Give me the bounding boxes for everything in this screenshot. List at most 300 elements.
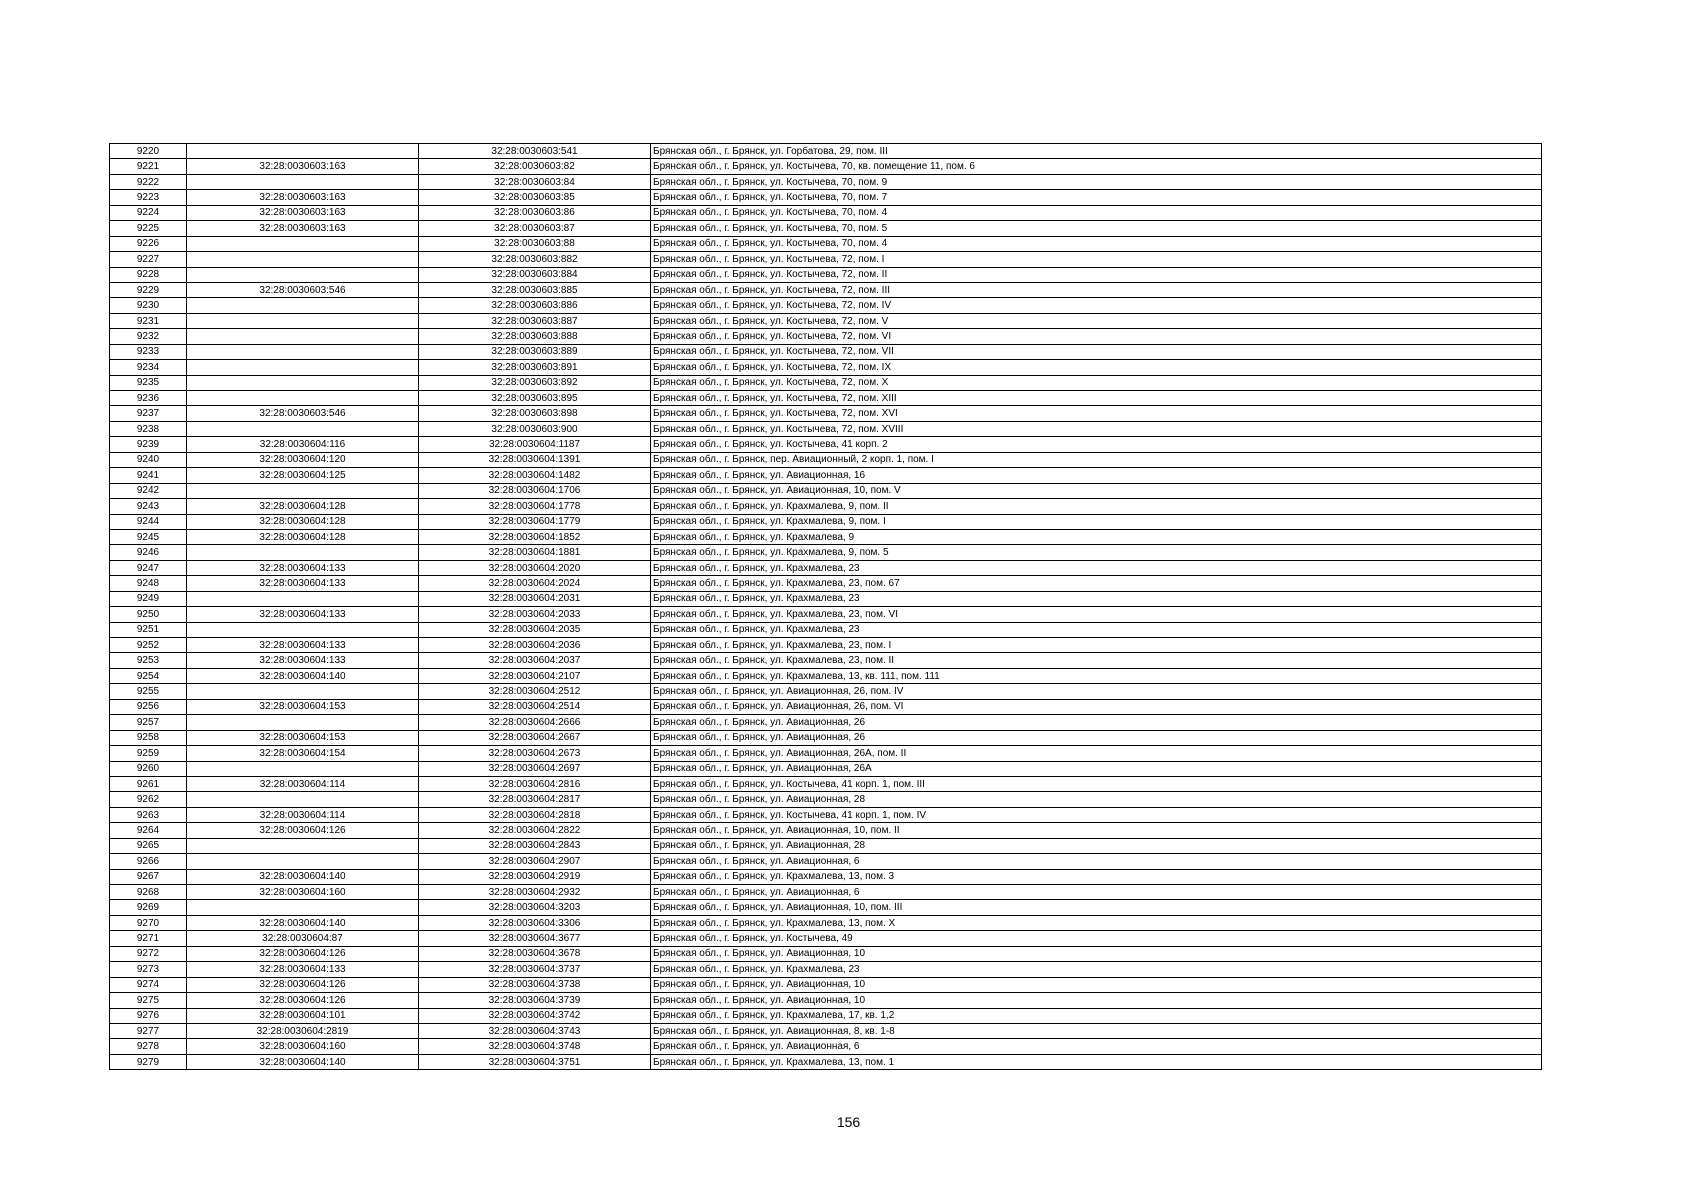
address-cell: Брянская обл., г. Брянск, ул. Костычева, 41 корп. 1, пом. IV: [651, 807, 1542, 822]
parent-cadastral-number-cell: [187, 236, 419, 251]
address-cell: Брянская обл., г. Брянск, ул. Крахмалева, 23, пом. I: [651, 638, 1542, 653]
address-cell: Брянская обл., г. Брянск, ул. Крахмалева, 9: [651, 529, 1542, 544]
cadastral-number-cell: 32:28:0030604:2919: [419, 869, 651, 884]
table-row: [110, 638, 1542, 653]
table-row: [110, 144, 1542, 159]
parent-cadastral-number-cell: 32:28:0030603:163: [187, 190, 419, 205]
parent-cadastral-number-cell: 32:28:0030604:128: [187, 529, 419, 544]
address-cell: Брянская обл., г. Брянск, ул. Костычева, 72, пом. IV: [651, 298, 1542, 313]
parent-cadastral-number-cell: 32:28:0030603:546: [187, 282, 419, 297]
table-row: [110, 221, 1542, 236]
table-row: [110, 900, 1542, 915]
parent-cadastral-number-cell: [187, 421, 419, 436]
parent-cadastral-number-cell: [187, 792, 419, 807]
address-cell: Брянская обл., г. Брянск, ул. Авиационная, 16: [651, 468, 1542, 483]
row-number-cell: 9254: [110, 668, 187, 683]
cadastral-number-cell: 32:28:0030603:889: [419, 344, 651, 359]
row-number-cell: 9276: [110, 1008, 187, 1023]
address-cell: Брянская обл., г. Брянск, ул. Авиационная, 26, пом. VI: [651, 699, 1542, 714]
row-number-cell: 9245: [110, 529, 187, 544]
cadastral-number-cell: 32:28:0030603:541: [419, 144, 651, 159]
row-number-cell: 9273: [110, 962, 187, 977]
address-cell: Брянская обл., г. Брянск, ул. Авиационная, 28: [651, 838, 1542, 853]
cadastral-number-cell: 32:28:0030604:1881: [419, 545, 651, 560]
address-cell: Брянская обл., г. Брянск, ул. Авиационная, 8, кв. 1-8: [651, 1023, 1542, 1038]
table-row: [110, 174, 1542, 189]
table-row: [110, 653, 1542, 668]
row-number-cell: 9246: [110, 545, 187, 560]
table-row: [110, 298, 1542, 313]
table-row: [110, 1039, 1542, 1054]
address-cell: Брянская обл., г. Брянск, ул. Крахмалева, 23, пом. VI: [651, 607, 1542, 622]
cadastral-number-cell: 32:28:0030603:882: [419, 252, 651, 267]
row-number-cell: 9263: [110, 807, 187, 822]
parent-cadastral-number-cell: [187, 838, 419, 853]
row-number-cell: 9269: [110, 900, 187, 915]
parent-cadastral-number-cell: [187, 391, 419, 406]
address-cell: Брянская обл., г. Брянск, ул. Авиационная, 26А, пом. II: [651, 746, 1542, 761]
cadastral-number-cell: 32:28:0030604:2822: [419, 823, 651, 838]
cadastral-number-cell: 32:28:0030604:1187: [419, 437, 651, 452]
parent-cadastral-number-cell: [187, 144, 419, 159]
cadastral-number-cell: 32:28:0030604:3306: [419, 915, 651, 930]
row-number-cell: 9247: [110, 560, 187, 575]
row-number-cell: 9252: [110, 638, 187, 653]
table-row: [110, 915, 1542, 930]
address-cell: Брянская обл., г. Брянск, ул. Авиационная, 10, пом. V: [651, 483, 1542, 498]
address-cell: Брянская обл., г. Брянск, ул. Костычева, 70, кв. помещение 11, пом. 6: [651, 159, 1542, 174]
parent-cadastral-number-cell: [187, 298, 419, 313]
address-cell: Брянская обл., г. Брянск, ул. Авиационная, 10, пом. III: [651, 900, 1542, 915]
cadastral-number-cell: 32:28:0030604:2037: [419, 653, 651, 668]
parent-cadastral-number-cell: 32:28:0030604:116: [187, 437, 419, 452]
parent-cadastral-number-cell: [187, 483, 419, 498]
cadastral-number-cell: 32:28:0030603:82: [419, 159, 651, 174]
row-number-cell: 9274: [110, 977, 187, 992]
table-row: [110, 946, 1542, 961]
table-row: [110, 375, 1542, 390]
address-cell: Брянская обл., г. Брянск, ул. Костычева, 72, пом. VI: [651, 329, 1542, 344]
table-row: [110, 529, 1542, 544]
cadastral-number-cell: 32:28:0030603:892: [419, 375, 651, 390]
row-number-cell: 9248: [110, 576, 187, 591]
address-cell: Брянская обл., г. Брянск, ул. Костычева, 72, пом. V: [651, 313, 1542, 328]
parent-cadastral-number-cell: 32:28:0030603:163: [187, 159, 419, 174]
row-number-cell: 9275: [110, 993, 187, 1008]
address-cell: Брянская обл., г. Брянск, ул. Костычева, 72, пом. XVIII: [651, 421, 1542, 436]
address-cell: Брянская обл., г. Брянск, ул. Костычева, 72, пом. XVI: [651, 406, 1542, 421]
cadastral-number-cell: 32:28:0030603:86: [419, 205, 651, 220]
parent-cadastral-number-cell: 32:28:0030604:125: [187, 468, 419, 483]
parent-cadastral-number-cell: 32:28:0030604:126: [187, 946, 419, 961]
table-row: [110, 560, 1542, 575]
cadastral-number-cell: 32:28:0030604:2697: [419, 761, 651, 776]
parent-cadastral-number-cell: 32:28:0030604:154: [187, 746, 419, 761]
cadastral-number-cell: 32:28:0030603:888: [419, 329, 651, 344]
table-row: [110, 746, 1542, 761]
table-row: [110, 1054, 1542, 1069]
parent-cadastral-number-cell: [187, 900, 419, 915]
parent-cadastral-number-cell: [187, 375, 419, 390]
parent-cadastral-number-cell: [187, 591, 419, 606]
table-row: [110, 159, 1542, 174]
cadastral-number-cell: 32:28:0030604:3742: [419, 1008, 651, 1023]
table-row: [110, 468, 1542, 483]
table-row: [110, 282, 1542, 297]
address-cell: Брянская обл., г. Брянск, ул. Костычева, 70, пом. 9: [651, 174, 1542, 189]
table-row: [110, 668, 1542, 683]
table-row: [110, 715, 1542, 730]
row-number-cell: 9230: [110, 298, 187, 313]
cadastral-number-cell: 32:28:0030603:898: [419, 406, 651, 421]
address-cell: Брянская обл., г. Брянск, ул. Авиационная, 26А: [651, 761, 1542, 776]
parent-cadastral-number-cell: 32:28:0030604:128: [187, 514, 419, 529]
table-row: [110, 823, 1542, 838]
parent-cadastral-number-cell: 32:28:0030604:133: [187, 607, 419, 622]
table-row: [110, 792, 1542, 807]
table-row: [110, 545, 1542, 560]
cadastral-number-cell: 32:28:0030604:3751: [419, 1054, 651, 1069]
table-row: [110, 869, 1542, 884]
row-number-cell: 9231: [110, 313, 187, 328]
address-cell: Брянская обл., г. Брянск, ул. Авиационная, 26: [651, 715, 1542, 730]
parent-cadastral-number-cell: 32:28:0030604:133: [187, 962, 419, 977]
table-row: [110, 267, 1542, 282]
table-row: [110, 699, 1542, 714]
table-row: [110, 931, 1542, 946]
row-number-cell: 9221: [110, 159, 187, 174]
parent-cadastral-number-cell: 32:28:0030603:546: [187, 406, 419, 421]
address-cell: Брянская обл., г. Брянск, ул. Костычева, 70, пом. 5: [651, 221, 1542, 236]
row-number-cell: 9277: [110, 1023, 187, 1038]
address-cell: Брянская обл., г. Брянск, ул. Крахмалева, 9, пом. II: [651, 499, 1542, 514]
table-row: [110, 761, 1542, 776]
cadastral-number-cell: 32:28:0030604:3743: [419, 1023, 651, 1038]
address-cell: Брянская обл., г. Брянск, ул. Авиационная, 10, пом. II: [651, 823, 1542, 838]
address-cell: Брянская обл., г. Брянск, ул. Крахмалева, 23: [651, 560, 1542, 575]
table-row: [110, 252, 1542, 267]
row-number-cell: 9244: [110, 514, 187, 529]
row-number-cell: 9233: [110, 344, 187, 359]
row-number-cell: 9229: [110, 282, 187, 297]
table-row: [110, 607, 1542, 622]
address-cell: Брянская обл., г. Брянск, ул. Костычева, 70, пом. 4: [651, 205, 1542, 220]
table-row: [110, 514, 1542, 529]
parent-cadastral-number-cell: [187, 715, 419, 730]
table-row: [110, 885, 1542, 900]
table-row: [110, 776, 1542, 791]
parent-cadastral-number-cell: [187, 761, 419, 776]
table-row: [110, 1008, 1542, 1023]
table-row: [110, 854, 1542, 869]
row-number-cell: 9256: [110, 699, 187, 714]
parent-cadastral-number-cell: 32:28:0030603:163: [187, 221, 419, 236]
address-cell: Брянская обл., г. Брянск, ул. Крахмалева, 23: [651, 622, 1542, 637]
parent-cadastral-number-cell: 32:28:0030604:140: [187, 668, 419, 683]
cadastral-number-cell: 32:28:0030603:84: [419, 174, 651, 189]
parent-cadastral-number-cell: 32:28:0030604:126: [187, 993, 419, 1008]
row-number-cell: 9234: [110, 360, 187, 375]
parent-cadastral-number-cell: 32:28:0030604:114: [187, 807, 419, 822]
page-number: 156: [836, 1114, 861, 1130]
row-number-cell: 9271: [110, 931, 187, 946]
table-row: [110, 684, 1542, 699]
table-row: [110, 205, 1542, 220]
parent-cadastral-number-cell: [187, 622, 419, 637]
address-cell: Брянская обл., г. Брянск, ул. Горбатова, 29, пом. III: [651, 144, 1542, 159]
table-row: [110, 483, 1542, 498]
cadastral-number-cell: 32:28:0030604:3738: [419, 977, 651, 992]
cadastral-number-cell: 32:28:0030604:2932: [419, 885, 651, 900]
cadastral-number-cell: 32:28:0030604:3677: [419, 931, 651, 946]
cadastral-number-cell: 32:28:0030604:2673: [419, 746, 651, 761]
row-number-cell: 9232: [110, 329, 187, 344]
cadastral-number-cell: 32:28:0030603:900: [419, 421, 651, 436]
cadastral-number-cell: 32:28:0030604:2907: [419, 854, 651, 869]
row-number-cell: 9272: [110, 946, 187, 961]
row-number-cell: 9241: [110, 468, 187, 483]
table-row: [110, 730, 1542, 745]
parent-cadastral-number-cell: [187, 684, 419, 699]
parent-cadastral-number-cell: 32:28:0030603:163: [187, 205, 419, 220]
cadastral-number-cell: 32:28:0030603:895: [419, 391, 651, 406]
cadastral-number-cell: 32:28:0030603:891: [419, 360, 651, 375]
cadastral-number-cell: 32:28:0030604:3203: [419, 900, 651, 915]
cadastral-number-cell: 32:28:0030603:88: [419, 236, 651, 251]
cadastral-number-cell: 32:28:0030604:1706: [419, 483, 651, 498]
parent-cadastral-number-cell: 32:28:0030604:128: [187, 499, 419, 514]
cadastral-number-cell: 32:28:0030604:2031: [419, 591, 651, 606]
parent-cadastral-number-cell: 32:28:0030604:133: [187, 653, 419, 668]
address-cell: Брянская обл., г. Брянск, ул. Костычева, 49: [651, 931, 1542, 946]
cadastral-number-cell: 32:28:0030604:3748: [419, 1039, 651, 1054]
row-number-cell: 9261: [110, 776, 187, 791]
row-number-cell: 9227: [110, 252, 187, 267]
table-row: [110, 236, 1542, 251]
address-cell: Брянская обл., г. Брянск, ул. Крахмалева, 13, пом. 1: [651, 1054, 1542, 1069]
parent-cadastral-number-cell: 32:28:0030604:126: [187, 823, 419, 838]
cadastral-number-cell: 32:28:0030604:2816: [419, 776, 651, 791]
address-cell: Брянская обл., г. Брянск, ул. Авиационная, 26, пом. IV: [651, 684, 1542, 699]
row-number-cell: 9222: [110, 174, 187, 189]
row-number-cell: 9260: [110, 761, 187, 776]
cadastral-number-cell: 32:28:0030604:2036: [419, 638, 651, 653]
table-row: [110, 313, 1542, 328]
cadastral-number-cell: 32:28:0030604:2514: [419, 699, 651, 714]
address-cell: Брянская обл., г. Брянск, ул. Крахмалева, 23, пом. 67: [651, 576, 1542, 591]
table-row: [110, 962, 1542, 977]
row-number-cell: 9242: [110, 483, 187, 498]
property-registry-table: [109, 143, 1542, 1070]
row-number-cell: 9223: [110, 190, 187, 205]
cadastral-number-cell: 32:28:0030603:87: [419, 221, 651, 236]
cadastral-number-cell: 32:28:0030603:886: [419, 298, 651, 313]
row-number-cell: 9226: [110, 236, 187, 251]
row-number-cell: 9240: [110, 452, 187, 467]
address-cell: Брянская обл., г. Брянск, ул. Крахмалева, 23, пом. II: [651, 653, 1542, 668]
row-number-cell: 9237: [110, 406, 187, 421]
table-row: [110, 360, 1542, 375]
parent-cadastral-number-cell: 32:28:0030604:140: [187, 915, 419, 930]
cadastral-number-cell: 32:28:0030604:2024: [419, 576, 651, 591]
address-cell: Брянская обл., г. Брянск, ул. Костычева, 72, пом. XIII: [651, 391, 1542, 406]
row-number-cell: 9270: [110, 915, 187, 930]
parent-cadastral-number-cell: 32:28:0030604:140: [187, 869, 419, 884]
cadastral-number-cell: 32:28:0030604:3739: [419, 993, 651, 1008]
row-number-cell: 9268: [110, 885, 187, 900]
table-row: [110, 622, 1542, 637]
table-row: [110, 1023, 1542, 1038]
parent-cadastral-number-cell: 32:28:0030604:140: [187, 1054, 419, 1069]
row-number-cell: 9255: [110, 684, 187, 699]
table-row: [110, 406, 1542, 421]
parent-cadastral-number-cell: [187, 267, 419, 282]
row-number-cell: 9264: [110, 823, 187, 838]
parent-cadastral-number-cell: [187, 344, 419, 359]
cadastral-number-cell: 32:28:0030604:2818: [419, 807, 651, 822]
cadastral-number-cell: 32:28:0030604:1779: [419, 514, 651, 529]
address-cell: Брянская обл., г. Брянск, ул. Авиационная, 6: [651, 854, 1542, 869]
cadastral-number-cell: 32:28:0030603:885: [419, 282, 651, 297]
cadastral-number-cell: 32:28:0030604:2666: [419, 715, 651, 730]
address-cell: Брянская обл., г. Брянск, ул. Авиационная, 10: [651, 977, 1542, 992]
cadastral-number-cell: 32:28:0030604:3737: [419, 962, 651, 977]
cadastral-number-cell: 32:28:0030603:884: [419, 267, 651, 282]
row-number-cell: 9266: [110, 854, 187, 869]
address-cell: Брянская обл., г. Брянск, ул. Авиационная, 10: [651, 993, 1542, 1008]
row-number-cell: 9249: [110, 591, 187, 606]
parent-cadastral-number-cell: 32:28:0030604:160: [187, 1039, 419, 1054]
row-number-cell: 9250: [110, 607, 187, 622]
address-cell: Брянская обл., г. Брянск, ул. Крахмалева, 13, пом. 3: [651, 869, 1542, 884]
parent-cadastral-number-cell: 32:28:0030604:87: [187, 931, 419, 946]
row-number-cell: 9243: [110, 499, 187, 514]
address-cell: Брянская обл., г. Брянск, ул. Авиационная, 10: [651, 946, 1542, 961]
parent-cadastral-number-cell: [187, 545, 419, 560]
table-row: [110, 977, 1542, 992]
row-number-cell: 9228: [110, 267, 187, 282]
row-number-cell: 9279: [110, 1054, 187, 1069]
cadastral-number-cell: 32:28:0030604:2817: [419, 792, 651, 807]
table-row: [110, 591, 1542, 606]
address-cell: Брянская обл., г. Брянск, ул. Крахмалева, 9, пом. 5: [651, 545, 1542, 560]
row-number-cell: 9235: [110, 375, 187, 390]
cadastral-number-cell: 32:28:0030604:1852: [419, 529, 651, 544]
row-number-cell: 9239: [110, 437, 187, 452]
row-number-cell: 9257: [110, 715, 187, 730]
parent-cadastral-number-cell: 32:28:0030604:101: [187, 1008, 419, 1023]
address-cell: Брянская обл., г. Брянск, ул. Костычева, 72, пом. III: [651, 282, 1542, 297]
cadastral-number-cell: 32:28:0030604:2512: [419, 684, 651, 699]
row-number-cell: 9267: [110, 869, 187, 884]
address-cell: Брянская обл., г. Брянск, пер. Авиационный, 2 корп. 1, пом. I: [651, 452, 1542, 467]
table-row: [110, 838, 1542, 853]
parent-cadastral-number-cell: 32:28:0030604:153: [187, 699, 419, 714]
address-cell: Брянская обл., г. Брянск, ул. Костычева, 72, пом. II: [651, 267, 1542, 282]
address-cell: Брянская обл., г. Брянск, ул. Крахмалева, 13, пом. X: [651, 915, 1542, 930]
row-number-cell: 9236: [110, 391, 187, 406]
address-cell: Брянская обл., г. Брянск, ул. Авиационная, 6: [651, 885, 1542, 900]
parent-cadastral-number-cell: 32:28:0030604:133: [187, 576, 419, 591]
parent-cadastral-number-cell: [187, 252, 419, 267]
row-number-cell: 9225: [110, 221, 187, 236]
address-cell: Брянская обл., г. Брянск, ул. Костычева, 72, пом. IX: [651, 360, 1542, 375]
row-number-cell: 9251: [110, 622, 187, 637]
address-cell: Брянская обл., г. Брянск, ул. Костычева, 72, пом. X: [651, 375, 1542, 390]
table-row: [110, 190, 1542, 205]
table-row: [110, 452, 1542, 467]
cadastral-number-cell: 32:28:0030604:2020: [419, 560, 651, 575]
row-number-cell: 9265: [110, 838, 187, 853]
cadastral-number-cell: 32:28:0030604:1482: [419, 468, 651, 483]
registry-table-body: [110, 144, 1542, 1070]
cadastral-number-cell: 32:28:0030604:2107: [419, 668, 651, 683]
address-cell: Брянская обл., г. Брянск, ул. Крахмалева, 23: [651, 591, 1542, 606]
address-cell: Брянская обл., г. Брянск, ул. Костычева, 41 корп. 1, пом. III: [651, 776, 1542, 791]
parent-cadastral-number-cell: [187, 313, 419, 328]
table-row: [110, 421, 1542, 436]
address-cell: Брянская обл., г. Брянск, ул. Костычева, 72, пом. VII: [651, 344, 1542, 359]
table-row: [110, 993, 1542, 1008]
parent-cadastral-number-cell: [187, 329, 419, 344]
row-number-cell: 9262: [110, 792, 187, 807]
parent-cadastral-number-cell: 32:28:0030604:133: [187, 638, 419, 653]
cadastral-number-cell: 32:28:0030604:1778: [419, 499, 651, 514]
table-row: [110, 807, 1542, 822]
address-cell: Брянская обл., г. Брянск, ул. Крахмалева, 17, кв. 1,2: [651, 1008, 1542, 1023]
row-number-cell: 9224: [110, 205, 187, 220]
row-number-cell: 9253: [110, 653, 187, 668]
table-row: [110, 437, 1542, 452]
cadastral-number-cell: 32:28:0030604:2035: [419, 622, 651, 637]
cadastral-number-cell: 32:28:0030604:3678: [419, 946, 651, 961]
table-row: [110, 499, 1542, 514]
address-cell: Брянская обл., г. Брянск, ул. Крахмалева, 23: [651, 962, 1542, 977]
parent-cadastral-number-cell: 32:28:0030604:120: [187, 452, 419, 467]
row-number-cell: 9278: [110, 1039, 187, 1054]
address-cell: Брянская обл., г. Брянск, ул. Авиационная, 26: [651, 730, 1542, 745]
cadastral-number-cell: 32:28:0030604:2843: [419, 838, 651, 853]
parent-cadastral-number-cell: 32:28:0030604:133: [187, 560, 419, 575]
cadastral-number-cell: 32:28:0030603:85: [419, 190, 651, 205]
row-number-cell: 9220: [110, 144, 187, 159]
address-cell: Брянская обл., г. Брянск, ул. Крахмалева, 9, пом. I: [651, 514, 1542, 529]
parent-cadastral-number-cell: [187, 854, 419, 869]
address-cell: Брянская обл., г. Брянск, ул. Костычева, 70, пом. 7: [651, 190, 1542, 205]
parent-cadastral-number-cell: 32:28:0030604:160: [187, 885, 419, 900]
parent-cadastral-number-cell: 32:28:0030604:153: [187, 730, 419, 745]
parent-cadastral-number-cell: [187, 174, 419, 189]
address-cell: Брянская обл., г. Брянск, ул. Авиационная, 28: [651, 792, 1542, 807]
table-row: [110, 329, 1542, 344]
address-cell: Брянская обл., г. Брянск, ул. Крахмалева, 13, кв. 111, пом. 111: [651, 668, 1542, 683]
parent-cadastral-number-cell: 32:28:0030604:2819: [187, 1023, 419, 1038]
address-cell: Брянская обл., г. Брянск, ул. Костычева, 70, пом. 4: [651, 236, 1542, 251]
row-number-cell: 9238: [110, 421, 187, 436]
table-row: [110, 576, 1542, 591]
row-number-cell: 9259: [110, 746, 187, 761]
cadastral-number-cell: 32:28:0030604:1391: [419, 452, 651, 467]
parent-cadastral-number-cell: 32:28:0030604:114: [187, 776, 419, 791]
address-cell: Брянская обл., г. Брянск, ул. Костычева, 72, пом. I: [651, 252, 1542, 267]
address-cell: Брянская обл., г. Брянск, ул. Костычева, 41 корп. 2: [651, 437, 1542, 452]
table-row: [110, 391, 1542, 406]
row-number-cell: 9258: [110, 730, 187, 745]
parent-cadastral-number-cell: [187, 360, 419, 375]
cadastral-number-cell: 32:28:0030603:887: [419, 313, 651, 328]
cadastral-number-cell: 32:28:0030604:2033: [419, 607, 651, 622]
cadastral-number-cell: 32:28:0030604:2667: [419, 730, 651, 745]
